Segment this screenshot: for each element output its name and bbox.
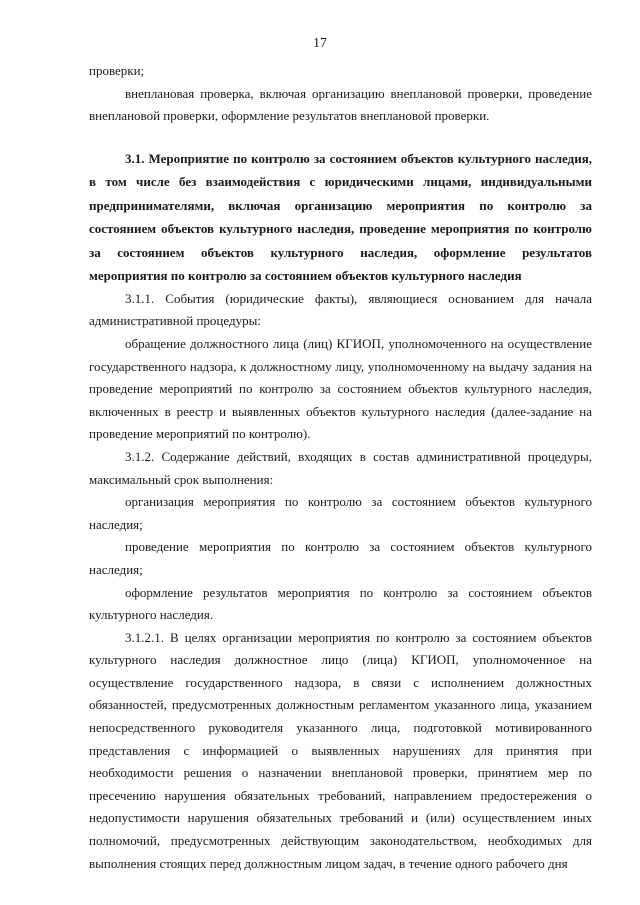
list-item: организация мероприятия по контролю за состоянием объектов культурного наследия; — [89, 494, 592, 532]
document-body — [89, 60, 592, 875]
paragraph: обращение должностного лица (лиц) КГИОП, уполномоченного на осуществление государственного надзора, к должностному лицу, уполномоченному на выдачу задания на проведение мероприятий по контролю за состоянием объектов культурного наследия, включенных в реестр и выявленных объектов культурного наследия (далее-задание на проведение мероприятий по контролю). — [89, 335, 592, 442]
list-item: оформление результатов мероприятия по контролю за состоянием объектов культурного наследия. — [89, 584, 592, 623]
paragraph: 3.1.2.1. В целях организации мероприятия по контролю за состоянием объектов культурного наследия должностное лицо (лица) КГИОП, уполномоченное на осуществление государственного надзора, в связи с исполнением должностных обязанностей, предусмотренных должностным регламентом указанного лица, указанием непосредственного руководителя указанного лица, подготовкой мотивированного представления с информацией о выявленных нарушениях для принятия при необходимости решения о назначении внеплановой проверки, принятием мер по пресечению нарушения обязательных требований, направлением предостережения о недопустимости нарушения обязательных требований и (или) осуществлением иных полномочий, предусмотренных действующим законодательством, необходимых для выполнения стоящих перед должностным лицом задач, в течение одного рабочего дня — [89, 629, 592, 871]
paragraph: 3.1.2. Содержание действий, входящих в состав административной процедуры, максимальный срок выполнения: — [89, 448, 592, 487]
section-heading: 3.1. Мероприятие по контролю за состоянием объектов культурного наследия, в том числе без взаимодействия с юридическими лицами, индивидуальными предпринимателями, включая организацию мероприятия по контролю за состоянием объектов культурного наследия, проведение мероприятия по контролю за состоянием объектов культурного наследия, оформление результатов мероприятия по контролю за состоянием объектов культурного наследия — [89, 150, 592, 284]
paragraph: 3.1.1. События (юридические факты), являющиеся основанием для начала административной процедуры: — [89, 290, 592, 329]
page-number: 17 — [313, 36, 327, 51]
spacer — [89, 128, 592, 147]
paragraph: внеплановая проверка, включая организацию внеплановой проверки, проведение внеплановой проверки, оформление результатов внеплановой проверки. — [89, 85, 592, 124]
paragraph: проверки; — [89, 63, 145, 78]
list-item: проведение мероприятия по контролю за состоянием объектов культурного наследия; — [89, 539, 592, 577]
